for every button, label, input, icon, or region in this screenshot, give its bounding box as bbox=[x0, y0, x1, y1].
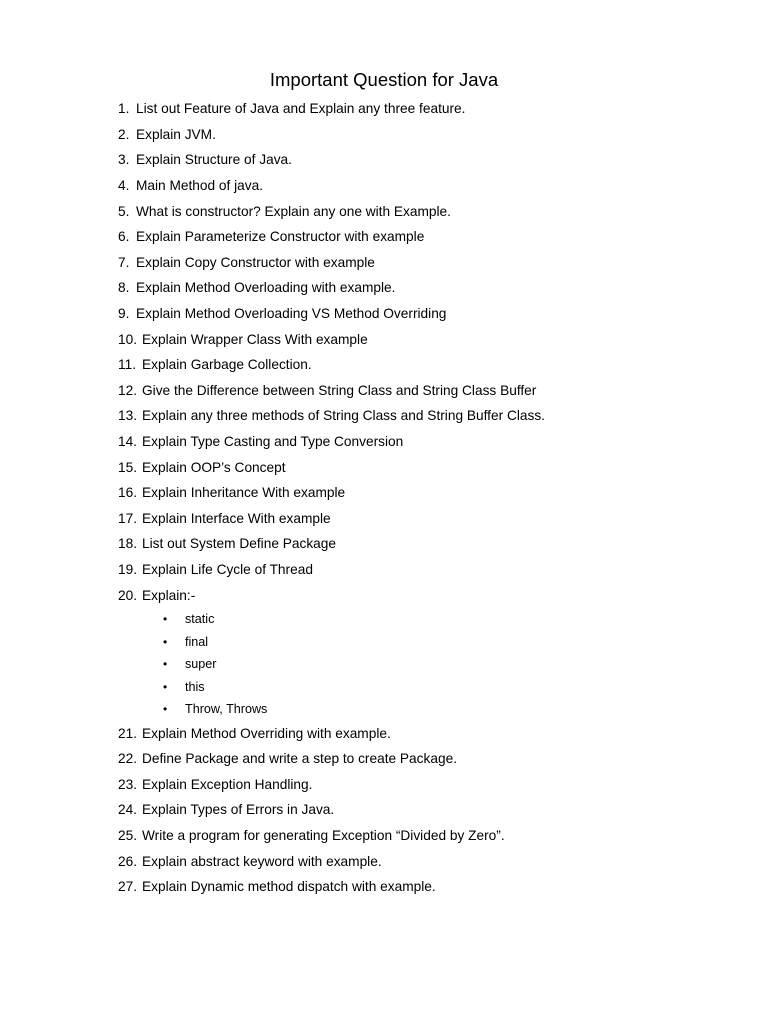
question-number: 7. bbox=[118, 254, 130, 270]
question-text: List out System Define Package bbox=[142, 536, 337, 552]
question-number: 1. bbox=[118, 101, 130, 117]
question-item bbox=[118, 429, 545, 455]
subitem bbox=[118, 698, 545, 721]
question-text: List out Feature of Java and Explain any three feature. bbox=[136, 101, 466, 117]
question-item bbox=[118, 848, 545, 874]
question-number: 27. bbox=[118, 879, 138, 895]
question-text: Explain Structure of Java. bbox=[136, 152, 292, 168]
question-number: 22. bbox=[118, 751, 138, 767]
question-number: 24. bbox=[118, 802, 138, 818]
question-number: 3. bbox=[118, 152, 130, 168]
question-text: Explain Wrapper Class With example bbox=[142, 331, 368, 347]
question-item bbox=[118, 250, 545, 276]
question-number: 13. bbox=[118, 408, 138, 424]
question-text: Explain Parameterize Constructor with example bbox=[136, 229, 425, 245]
question-number: 20. bbox=[118, 587, 138, 603]
question-text: Explain Method Overloading VS Method Overriding bbox=[136, 306, 447, 322]
question-item bbox=[118, 147, 545, 173]
question-number: 8. bbox=[118, 280, 130, 296]
question-item bbox=[118, 403, 545, 429]
subitem-text: Throw, Throws bbox=[185, 702, 268, 717]
question-number: 5. bbox=[118, 203, 130, 219]
subitem-text: super bbox=[185, 657, 217, 672]
subitem bbox=[118, 630, 545, 653]
question-item bbox=[118, 506, 545, 532]
question-number: 9. bbox=[118, 306, 130, 322]
question-number: 12. bbox=[118, 382, 138, 398]
question-text: Explain Method Overriding with example. bbox=[142, 725, 391, 741]
question-item bbox=[118, 531, 545, 557]
question-item bbox=[118, 173, 545, 199]
bullet-icon: • bbox=[163, 657, 168, 672]
question-item bbox=[118, 378, 545, 404]
question-text: What is constructor? Explain any one with Example. bbox=[136, 203, 451, 219]
subitem-text: final bbox=[185, 634, 209, 649]
question-number: 4. bbox=[118, 178, 130, 194]
question-text: Explain Copy Constructor with example bbox=[136, 254, 375, 270]
question-item bbox=[118, 582, 545, 608]
question-text: Explain JVM. bbox=[136, 126, 216, 142]
question-item bbox=[118, 454, 545, 480]
question-text: Explain Type Casting and Type Conversion bbox=[142, 434, 404, 450]
bullet-icon: • bbox=[163, 612, 168, 627]
question-item bbox=[118, 198, 545, 224]
bullet-icon: • bbox=[163, 634, 168, 649]
question-item bbox=[118, 122, 545, 148]
question-number: 10. bbox=[118, 331, 138, 347]
subitem bbox=[118, 675, 545, 698]
question-item bbox=[118, 480, 545, 506]
question-item bbox=[118, 96, 545, 122]
question-item bbox=[118, 301, 545, 327]
subitem-text: this bbox=[185, 679, 205, 694]
question-number: 6. bbox=[118, 229, 130, 245]
question-text: Explain Types of Errors in Java. bbox=[142, 802, 335, 818]
question-text: Write a program for generating Exception “Divided by Zero”. bbox=[142, 828, 505, 844]
question-number: 14. bbox=[118, 434, 138, 450]
question-text: Define Package and write a step to create Package. bbox=[142, 751, 457, 767]
subitem bbox=[118, 653, 545, 676]
question-number: 18. bbox=[118, 536, 138, 552]
question-number: 11. bbox=[118, 357, 137, 373]
question-number: 23. bbox=[118, 776, 138, 792]
bullet-icon: • bbox=[163, 679, 168, 694]
question-text: Explain abstract keyword with example. bbox=[142, 853, 382, 869]
question-item bbox=[118, 823, 545, 849]
question-item bbox=[118, 557, 545, 583]
question-text: Explain Garbage Collection. bbox=[142, 357, 312, 373]
subitem bbox=[118, 608, 545, 631]
question-text: Explain Method Overloading with example. bbox=[136, 280, 396, 296]
question-list bbox=[118, 96, 545, 900]
question-number: 25. bbox=[118, 828, 138, 844]
question-text: Explain OOP’s Concept bbox=[142, 459, 286, 475]
subitem-text: static bbox=[185, 612, 215, 627]
question-item bbox=[118, 746, 545, 772]
question-text: Explain Life Cycle of Thread bbox=[142, 561, 313, 577]
question-number: 15. bbox=[118, 459, 138, 475]
question-text: Explain Interface With example bbox=[142, 510, 331, 526]
question-text: Explain Inheritance With example bbox=[142, 485, 346, 501]
question-item bbox=[118, 720, 545, 746]
question-item bbox=[118, 275, 545, 301]
question-item bbox=[118, 352, 545, 378]
document-title: Important Question for Java bbox=[269, 69, 499, 90]
question-item bbox=[118, 224, 545, 250]
question-number: 16. bbox=[118, 485, 138, 501]
question-item bbox=[118, 797, 545, 823]
question-item bbox=[118, 772, 545, 798]
question-item bbox=[118, 874, 545, 900]
question-number: 26. bbox=[118, 853, 138, 869]
question-number: 19. bbox=[118, 561, 138, 577]
question-text: Explain Exception Handling. bbox=[142, 776, 313, 792]
question-number: 21. bbox=[118, 725, 138, 741]
question-number: 2. bbox=[118, 126, 130, 142]
question-text: Explain:- bbox=[142, 587, 196, 603]
question-number: 17. bbox=[118, 510, 138, 526]
question-text: Explain any three methods of String Class and String Buffer Class. bbox=[142, 408, 545, 424]
question-text: Give the Difference between String Class and String Class Buffer bbox=[142, 382, 537, 398]
question-text: Explain Dynamic method dispatch with example. bbox=[142, 879, 436, 895]
question-text: Main Method of java. bbox=[136, 178, 264, 194]
subitem-list bbox=[118, 608, 545, 721]
question-item bbox=[118, 326, 545, 352]
bullet-icon: • bbox=[163, 702, 168, 717]
